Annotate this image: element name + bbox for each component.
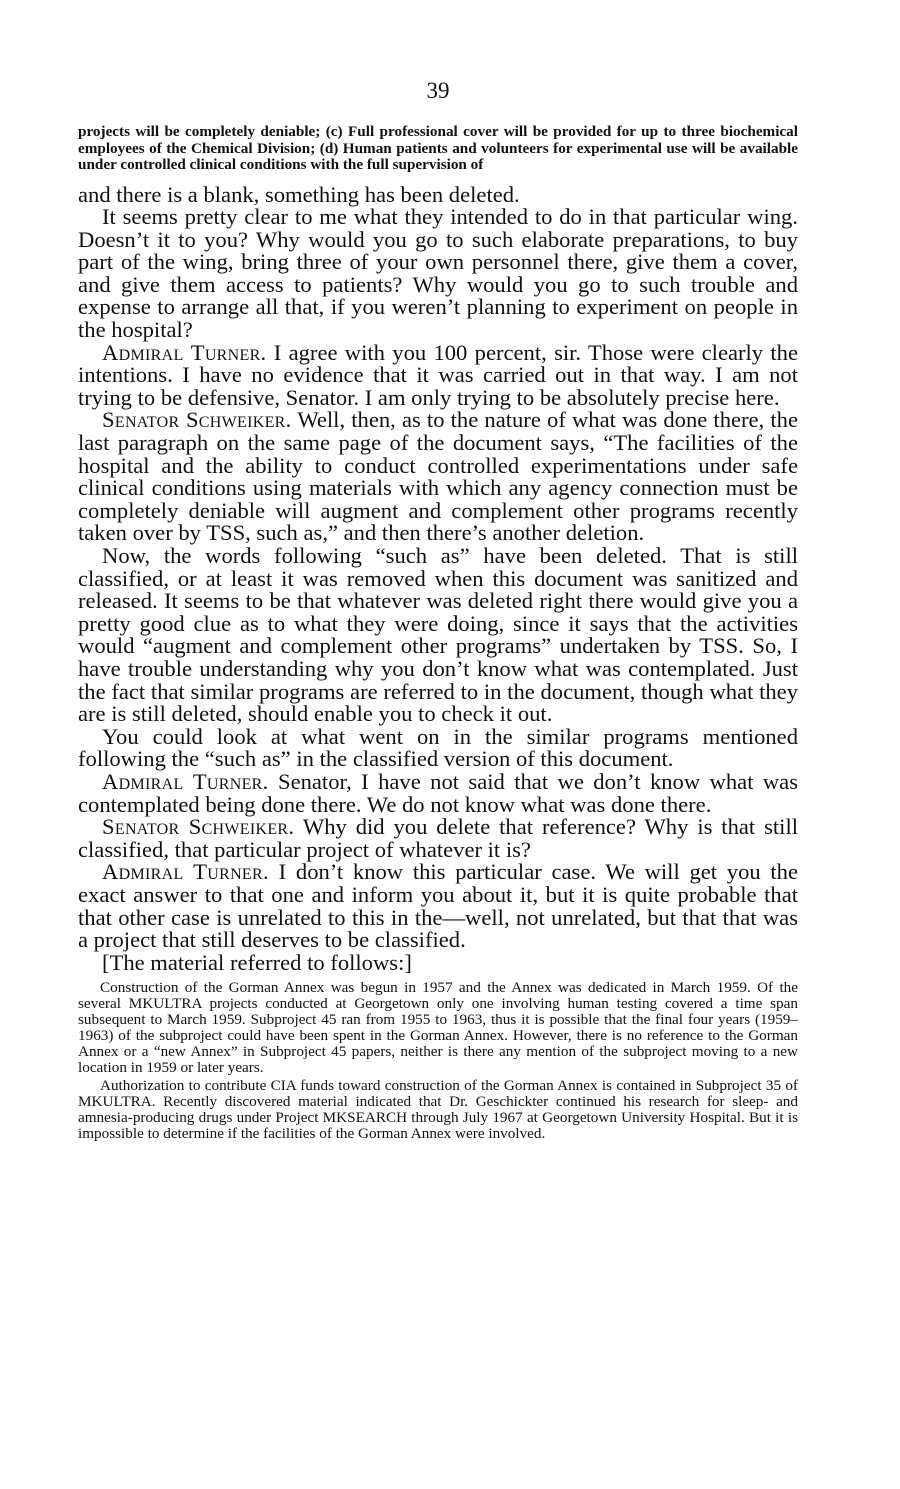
transcript-paragraph	[78, 339, 799, 410]
material-paragraph: Construction of the Gorman Annex was begun in 1957 and the Annex was dedicated in March 1959. Of the several MKULTRA projects conducted at Georgetown only one involving human testing covered a time span subsequent to March 1959. Subproject 45 ran from 1955 to 1963, thus it is possible that the final four years (1959–1963) of the subproject could have been spent in the Gorman Annex. However, there is no reference to the Gorman Annex or a “new Annex” in Subproject 45 papers, neither is there any mention of the subproject moving to a new location in 1959 or later years.	[78, 979, 798, 1077]
statement-text: Senator, I have not said that we don’t know what was contemplated being done there. We do not know what was done there.	[78, 768, 799, 817]
transcript-paragraph	[78, 409, 798, 545]
insertion-note: [The material referred to follows:]	[102, 949, 412, 975]
speaker-name: Admiral Turner.	[102, 339, 267, 365]
statement-text: Well, then, as to the nature of what was done there, the last paragraph on the same page of the document says, “The facilities of the hospital and the ability to conduct controlled experimentations under safe clinical conditions using materials with which any agency connection must be completely deniable will augment and complement other programs recently taken over by TSS, such as,” and then there’s another deletion.	[78, 407, 798, 546]
transcript-paragraph	[78, 861, 798, 951]
hearing-transcript	[78, 181, 799, 975]
transcript-paragraph: Now, the words following “such as” have been deleted. That is still classified, or at least it was removed when this document was sanitized and released. It seems to be that whatever was deleted right there would give you a pretty good clue as to what they were doing, since it says that the activities would “augment and complement other programs” undertaken by TSS. So, I have trouble understanding why you don’t know what was contemplated. Just the fact that similar programs are referred to in the document, though what they are is still deleted, should enable you to check it out.	[78, 543, 798, 727]
quoted-document-excerpt: projects will be completely deniable; (c) Full professional cover will be provided for up to three biochemical employees of the Chemical Division; (d) Human patients and volunteers for experimental use will be available under controlled clinical conditions with the full supervision of	[78, 123, 798, 173]
statement-text: I don’t know this particular case. We will get you the exact answer to that one and inform you about it, but it is quite probable that that other case is unrelated to this in the—well, not unrelated, but that that was a project that still deserves to be classified.	[78, 859, 798, 953]
statement-text: Why did you delete that reference? Why is that still classified, that particular project of whatever it is?	[78, 814, 799, 862]
document-page	[78, 0, 798, 1142]
transcript-paragraph: It seems pretty clear to me what they intended to do in that particular wing. Doesn’t it to you? Why would you go to such elaborate preparations, to buy part of the wing, bring three of your own personnel there, give them a cover, and give them access to patients? Why would you go to such trouble and expense to arrange all that, if you weren’t planning to experiment on people in the hospital?	[78, 204, 798, 343]
speaker-name: Admiral Turner.	[102, 859, 269, 885]
speaker-name: Senator Schweiker.	[102, 407, 292, 433]
transcript-paragraph	[78, 816, 798, 861]
transcript-paragraph: and there is a blank, something has been deleted.	[78, 181, 520, 207]
material-paragraph: Authorization to contribute CIA funds toward construction of the Gorman Annex is contained in Subproject 35 of MKULTRA. Recently discovered material indicated that Dr. Geschickter continued his research for sleep- and amnesia-producing drugs under Project MKSEARCH through July 1967 at Georgetown University Hospital. But it is impossible to determine if the facilities of the Gorman Annex were involved.	[78, 1077, 798, 1143]
speaker-name: Senator Schweiker.	[102, 814, 295, 840]
page-number: 39	[426, 78, 450, 103]
transcript-paragraph: You could look at what went on in the similar programs mentioned following the “such as” in the classified version of this document.	[78, 723, 798, 772]
speaker-name: Admiral Turner.	[102, 768, 269, 794]
inserted-material	[78, 980, 798, 1142]
statement-text: I agree with you 100 percent, sir. Those were clearly the intentions. I have no evidence that it was carried out in that way. I am not trying to be defensive, Senator. I am only trying to be absolutely precise here.	[78, 339, 799, 410]
transcript-paragraph	[78, 768, 799, 817]
